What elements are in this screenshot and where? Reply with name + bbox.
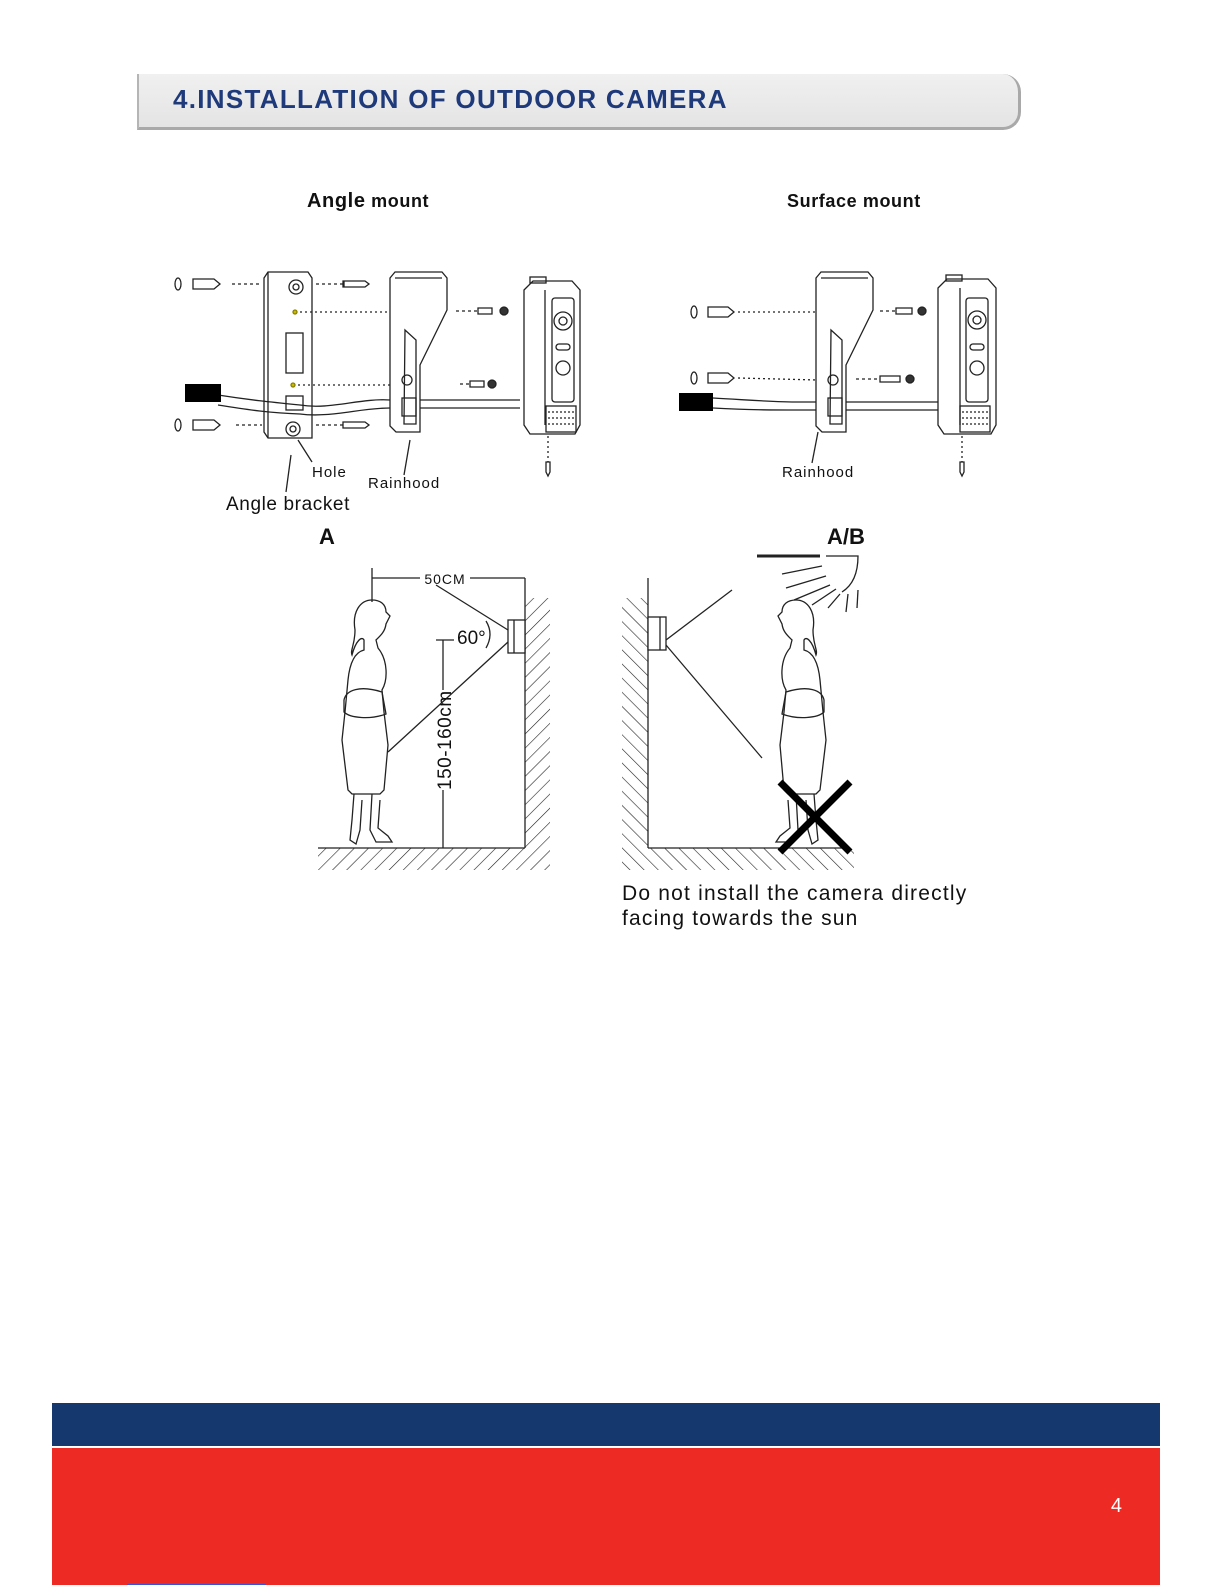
sun-warning-line1: Do not install the camera directly [622,882,968,905]
angle-label: 60° [457,628,486,649]
footer-red-band [52,1448,1160,1585]
diagram-ab-letter: A/B [827,524,865,549]
distance-label: 50CM [424,571,466,587]
sun-warning [622,881,967,931]
diagram-a-letter: A [319,524,335,549]
angle-mount-title-rest: mount [371,191,430,211]
angle-bracket-label: Angle bracket [226,494,350,515]
height-label: 150-160cm [435,690,456,790]
sun-warning-line2: facing towards the sun [622,907,859,930]
surface-mount-title: Surface mount [787,191,921,211]
hole-label: Hole [312,464,347,481]
footer-blue-band [52,1403,1160,1446]
page-number: 4 [1110,1495,1122,1517]
angle-mount-title-bold: Angle [307,190,366,212]
rainhood-label-angle: Rainhood [368,475,441,492]
rainhood-label-surface: Rainhood [782,464,855,481]
section-title: 4.INSTALLATION OF OUTDOOR CAMERA [173,84,728,114]
